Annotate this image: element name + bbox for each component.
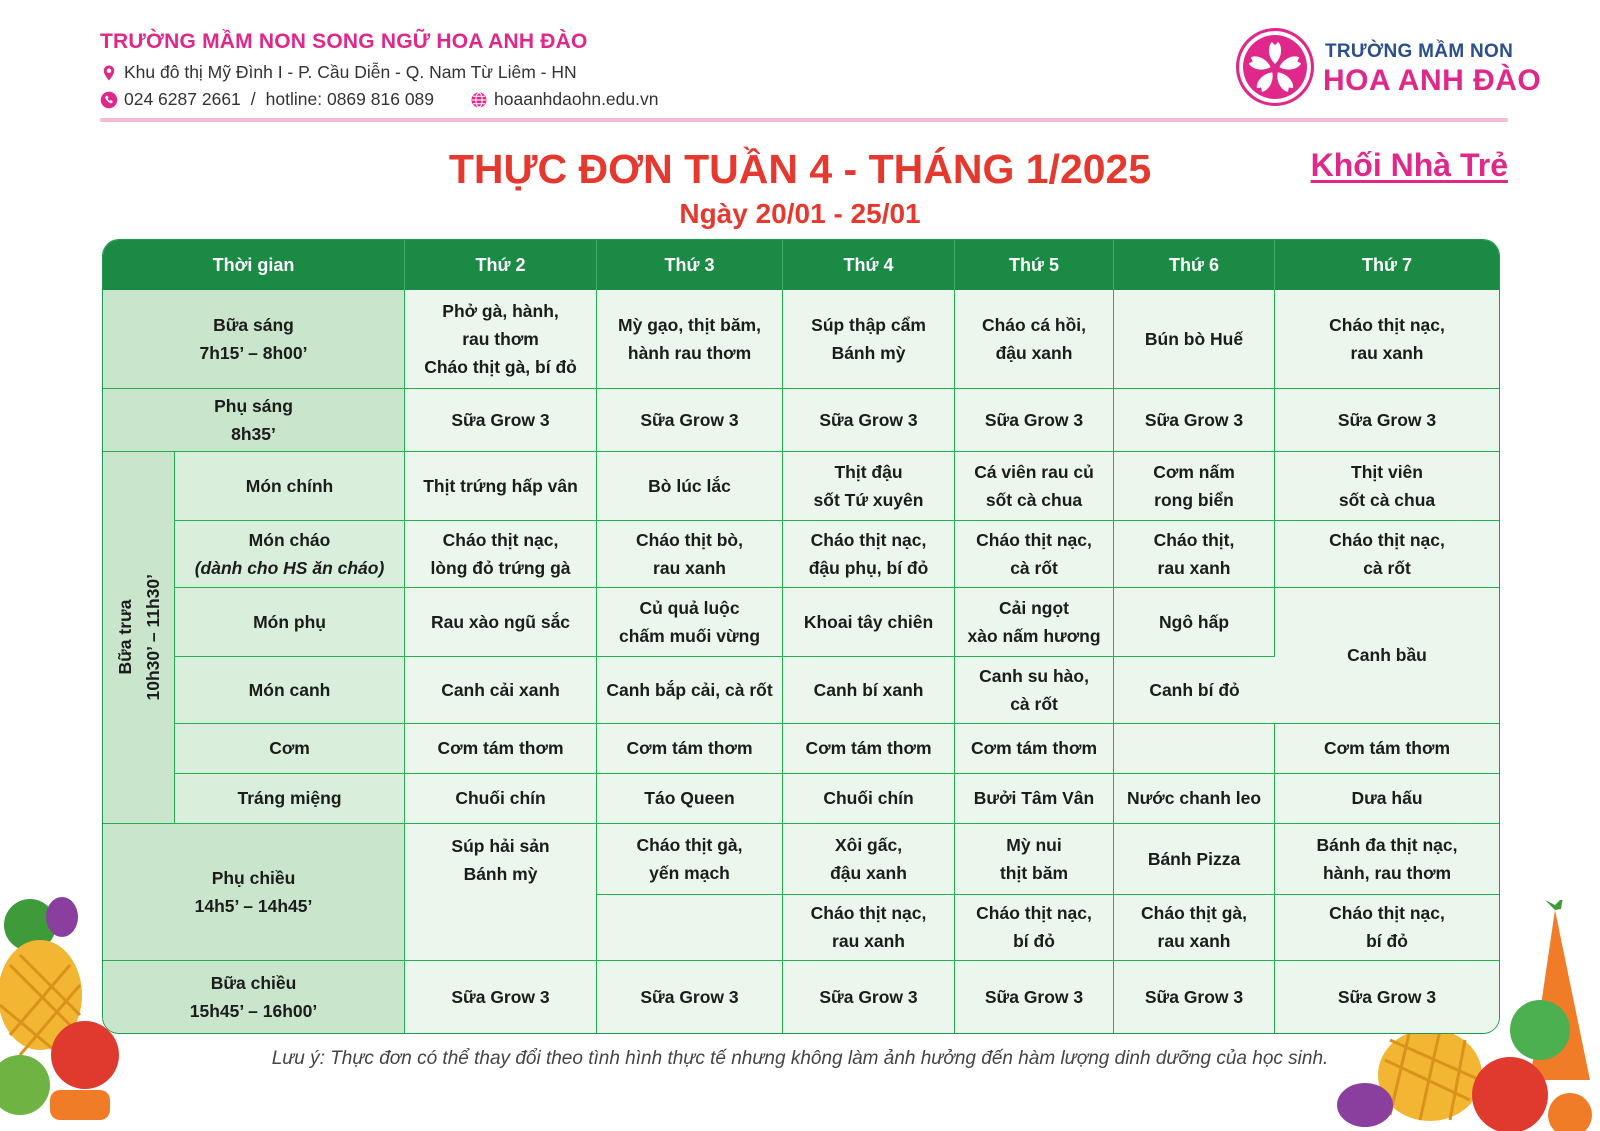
header-day: Thứ 2 xyxy=(405,240,597,290)
row-label-soup: Món canh xyxy=(175,657,405,724)
dish-line: Thịt trứng hấp vân xyxy=(423,475,578,496)
menu-cell: Sữa Grow 3 xyxy=(597,389,783,452)
menu-cell xyxy=(1114,895,1275,961)
menu-cell xyxy=(783,824,955,895)
meal-name: Phụ chiều xyxy=(211,867,296,888)
dish-line: Cơm nấm xyxy=(1153,461,1235,482)
row-label-breakfast xyxy=(103,290,405,389)
menu-cell xyxy=(1114,588,1275,657)
dish-line: đậu phụ, bí đỏ xyxy=(808,557,929,578)
menu-cell xyxy=(783,588,955,657)
menu-cell: Sữa Grow 3 xyxy=(783,961,955,1033)
dish-line: Mỳ nui xyxy=(1006,834,1062,855)
dish-line: sốt Tứ xuyên xyxy=(813,489,924,510)
menu-cell: Sữa Grow 3 xyxy=(597,961,783,1033)
menu-cell: Cơm tám thơm xyxy=(955,724,1114,774)
meal-name: Bữa trưa xyxy=(114,599,135,675)
menu-cell: Cơm tám thơm xyxy=(597,724,783,774)
dish-line: Cháo thịt gà, bí đỏ xyxy=(424,356,577,377)
menu-cell xyxy=(783,657,955,724)
meal-time: 15h45’ – 16h00’ xyxy=(189,1000,318,1021)
dish-line: hành, rau thơm xyxy=(1322,862,1452,883)
phone-number: 024 6287 2661 xyxy=(124,89,241,109)
menu-cell xyxy=(955,290,1114,389)
dish-line: Mỳ gạo, thịt băm, xyxy=(618,314,761,335)
menu-cell xyxy=(597,824,783,895)
header-day: Thứ 5 xyxy=(955,240,1114,290)
meal-name: Bữa chiều xyxy=(210,972,297,993)
dish-line: cà rốt xyxy=(1363,557,1411,578)
dish-line: Cháo thịt nạc, xyxy=(976,903,1092,924)
dish-line: Thịt viên xyxy=(1351,461,1423,482)
address-text: Khu đô thị Mỹ Đình I - P. Cầu Diễn - Q. Nam Từ Liêm - HN xyxy=(124,62,577,82)
dish-line: bí đỏ xyxy=(1013,931,1055,952)
menu-cell xyxy=(1275,895,1499,961)
menu-cell xyxy=(955,588,1114,657)
menu-cell: Cơm tám thơm xyxy=(783,724,955,774)
dish-line: yến mạch xyxy=(649,862,730,883)
menu-cell xyxy=(1114,452,1275,521)
menu-cell: Sữa Grow 3 xyxy=(405,961,597,1033)
dish-line: Cháo thịt nạc, xyxy=(1329,314,1445,335)
dish-line: đậu xanh xyxy=(830,862,907,883)
menu-cell xyxy=(955,521,1114,588)
age-group-label: Khối Nhà Trẻ xyxy=(1310,147,1508,183)
row-label-rice: Cơm xyxy=(175,724,405,774)
address-line xyxy=(100,62,577,83)
menu-cell: Dưa hấu xyxy=(1275,774,1499,824)
meal-time: 14h5’ – 14h45’ xyxy=(194,895,313,916)
dish-line: rau thơm xyxy=(462,328,539,349)
meal-name: Phụ sáng xyxy=(214,395,293,416)
dish-line: Cháo thịt nạc, xyxy=(810,903,927,924)
menu-cell-empty xyxy=(1114,724,1275,774)
footnote: Lưu ý: Thực đơn có thể thay đổi theo tình hình thực tế nhưng không làm ảnh hưởng đến hàm lượng dinh dưỡng của học sinh. xyxy=(271,1048,1329,1069)
dish-line: lòng đỏ trứng gà xyxy=(430,557,571,578)
contact-separator: / xyxy=(250,89,256,109)
whatsapp-phone-icon xyxy=(100,91,118,109)
menu-cell xyxy=(405,521,597,588)
dish-line: Bánh mỳ xyxy=(463,863,538,884)
dish-line: Cháo thịt nạc, xyxy=(1329,529,1445,550)
dish-line: Cháo thịt nạc, xyxy=(442,529,559,550)
dish-line: bí đỏ xyxy=(1366,931,1408,952)
menu-cell xyxy=(955,895,1114,961)
menu-cell: Sữa Grow 3 xyxy=(1114,961,1275,1033)
menu-cell xyxy=(955,657,1114,724)
row-breakfast xyxy=(103,290,1499,389)
dish-line: sốt cà chua xyxy=(1338,489,1436,510)
row-morning-snack xyxy=(103,389,1499,452)
meal-name: Bữa sáng xyxy=(213,314,294,335)
dish-line: Bún bò Huế xyxy=(1144,328,1244,349)
dish-line: Canh su hào, xyxy=(979,665,1089,686)
dish-line: Cháo cá hồi, xyxy=(981,314,1087,335)
dish-line: Xôi gấc, xyxy=(834,834,903,855)
menu-cell xyxy=(1275,290,1499,389)
menu-cell: Chuối chín xyxy=(405,774,597,824)
menu-cell xyxy=(955,824,1114,895)
dish-line: Thịt đậu xyxy=(834,461,903,482)
dish-line: Cháo thịt nạc, xyxy=(1329,903,1445,924)
menu-cell: Sữa Grow 3 xyxy=(1275,961,1499,1033)
menu-cell xyxy=(1114,824,1275,895)
menu-cell xyxy=(405,588,597,657)
header-day: Thứ 7 xyxy=(1275,240,1499,290)
dish-line: rong biển xyxy=(1154,489,1234,510)
dish-line: xào nấm hương xyxy=(967,625,1101,646)
menu-cell: Chuối chín xyxy=(783,774,955,824)
dish-line: Phở gà, hành, xyxy=(442,300,559,321)
cherry-blossom-logo xyxy=(1236,28,1314,106)
menu-cell: Sữa Grow 3 xyxy=(955,961,1114,1033)
dish-line: Bánh Pizza xyxy=(1147,848,1241,869)
header-day: Thứ 4 xyxy=(783,240,955,290)
dish-line: chấm muối vừng xyxy=(619,625,761,646)
porridge-note: (dành cho HS ăn cháo) xyxy=(194,557,385,578)
menu-cell xyxy=(1275,521,1499,588)
dish-line: rau xanh xyxy=(1157,931,1231,952)
menu-cell xyxy=(405,824,597,961)
globe-icon xyxy=(470,91,488,109)
menu-cell xyxy=(597,521,783,588)
dish-line: rau xanh xyxy=(1350,342,1424,363)
dish-line: Cải ngọt xyxy=(999,597,1070,618)
row-label-dessert: Tráng miệng xyxy=(175,774,405,824)
row-lunch-dessert xyxy=(103,774,1499,824)
dish-line: Cháo thịt nạc, xyxy=(976,529,1092,550)
menu-cell xyxy=(955,452,1114,521)
menu-cell: Sữa Grow 3 xyxy=(1114,389,1275,452)
dish-line: rau xanh xyxy=(832,931,905,952)
row-label-afternoon-snack xyxy=(103,824,405,961)
dish-line: Bò lúc lắc xyxy=(648,475,731,496)
menu-cell: Táo Queen xyxy=(597,774,783,824)
menu-cell: Sữa Grow 3 xyxy=(783,389,955,452)
dish-line: Củ quả luộc xyxy=(639,597,740,618)
brand-name-bottom: HOA ANH ĐÀO xyxy=(1323,64,1542,97)
dish-line: Canh cải xanh xyxy=(441,679,560,700)
meal-time: 7h15’ – 8h00’ xyxy=(199,342,308,363)
dish-line: Cháo thịt nạc, xyxy=(810,529,927,550)
menu-cell: Cơm tám thơm xyxy=(1275,724,1499,774)
row-lunch-main xyxy=(103,452,1499,521)
menu-cell xyxy=(597,290,783,389)
header-day: Thứ 3 xyxy=(597,240,783,290)
header-time: Thời gian xyxy=(103,240,405,290)
menu-cell xyxy=(1114,290,1275,389)
dish-line: Khoai tây chiên xyxy=(803,611,934,632)
fruit-decoration-left xyxy=(0,885,120,1131)
menu-cell xyxy=(783,521,955,588)
row-label-morning-snack xyxy=(103,389,405,452)
menu-cell xyxy=(1275,452,1499,521)
dish-line: Ngô hấp xyxy=(1159,611,1230,632)
dish-line: Súp hải sản xyxy=(451,835,550,856)
brand-name-top: TRƯỜNG MẦM NON xyxy=(1325,41,1514,62)
header-day: Thứ 6 xyxy=(1114,240,1275,290)
menu-cell-empty xyxy=(597,895,783,961)
row-label-porridge xyxy=(175,521,405,588)
row-label-lunch xyxy=(103,452,175,824)
menu-cell: Cơm tám thơm xyxy=(405,724,597,774)
dish-line: cà rốt xyxy=(1010,557,1058,578)
menu-cell xyxy=(1114,657,1275,724)
row-label-afternoon-meal xyxy=(103,961,405,1033)
dish-line: thịt băm xyxy=(999,862,1069,883)
menu-cell xyxy=(1114,521,1275,588)
dish-line: Canh bí xanh xyxy=(813,679,924,700)
dish-line: đậu xanh xyxy=(995,342,1073,363)
menu-cell xyxy=(1275,824,1499,895)
menu-title: THỰC ĐƠN TUẦN 4 - THÁNG 1/2025 xyxy=(448,146,1152,192)
dish-line: sốt cà chua xyxy=(985,489,1083,510)
menu-cell xyxy=(783,895,955,961)
menu-date-range: Ngày 20/01 - 25/01 xyxy=(679,198,921,229)
menu-table xyxy=(103,240,1499,1033)
dish-line: Cháo thịt gà, xyxy=(636,834,743,855)
menu-cell: Sữa Grow 3 xyxy=(405,389,597,452)
hotline-number: hotline: 0869 816 089 xyxy=(265,89,435,109)
school-name: TRƯỜNG MẦM NON SONG NGỮ HOA ANH ĐÀO xyxy=(100,30,588,53)
menu-cell xyxy=(405,657,597,724)
menu-cell xyxy=(597,588,783,657)
dish-line: Bánh mỳ xyxy=(831,342,906,363)
dish-line: Canh bí đỏ xyxy=(1149,679,1240,700)
header-divider xyxy=(100,118,1508,122)
meal-time: 10h30’ – 11h30’ xyxy=(142,573,163,701)
dish-line: rau xanh xyxy=(653,557,726,578)
contact-line xyxy=(100,89,658,110)
menu-cell xyxy=(597,452,783,521)
menu-cell: Sữa Grow 3 xyxy=(955,389,1114,452)
dish-line: Bánh đa thịt nạc, xyxy=(1316,834,1458,855)
meal-time: 8h35’ xyxy=(231,423,276,444)
row-lunch-porridge xyxy=(103,521,1499,588)
dish-line: Cháo thịt bò, xyxy=(636,529,743,550)
row-lunch-side xyxy=(103,588,1499,657)
menu-cell xyxy=(405,290,597,389)
dish-line: Cháo thịt, xyxy=(1153,529,1235,550)
dish-line: hành rau thơm xyxy=(627,342,752,363)
table-header-row xyxy=(103,240,1499,290)
menu-cell xyxy=(783,290,955,389)
dish-line: Súp thập cẩm xyxy=(811,314,926,335)
menu-cell xyxy=(597,657,783,724)
dish-line: rau xanh xyxy=(1157,557,1231,578)
dish-line: Rau xào ngũ sắc xyxy=(430,611,571,632)
dish-line: cà rốt xyxy=(1010,693,1058,714)
dish-line: Canh bắp cải, cà rốt xyxy=(606,679,773,700)
row-afternoon-meal xyxy=(103,961,1499,1033)
porridge-label: Món cháo xyxy=(248,529,331,550)
menu-cell: Bưởi Tâm Vân xyxy=(955,774,1114,824)
website-link[interactable]: hoaanhdaohn.edu.vn xyxy=(494,89,659,109)
dish-line: Cháo thịt gà, xyxy=(1141,903,1247,924)
row-label-side-dish: Món phụ xyxy=(175,588,405,657)
menu-cell xyxy=(405,452,597,521)
location-pin-icon xyxy=(100,64,118,82)
menu-cell: Nước chanh leo xyxy=(1114,774,1275,824)
row-lunch-rice xyxy=(103,724,1499,774)
menu-cell xyxy=(783,452,955,521)
row-afternoon-snack-top xyxy=(103,824,1499,895)
menu-cell: Sữa Grow 3 xyxy=(1275,389,1499,452)
menu-cell-merged-soup: Canh bầu xyxy=(1275,588,1499,724)
dish-line: Cá viên rau củ xyxy=(974,461,1094,482)
row-label-main-dish: Món chính xyxy=(175,452,405,521)
